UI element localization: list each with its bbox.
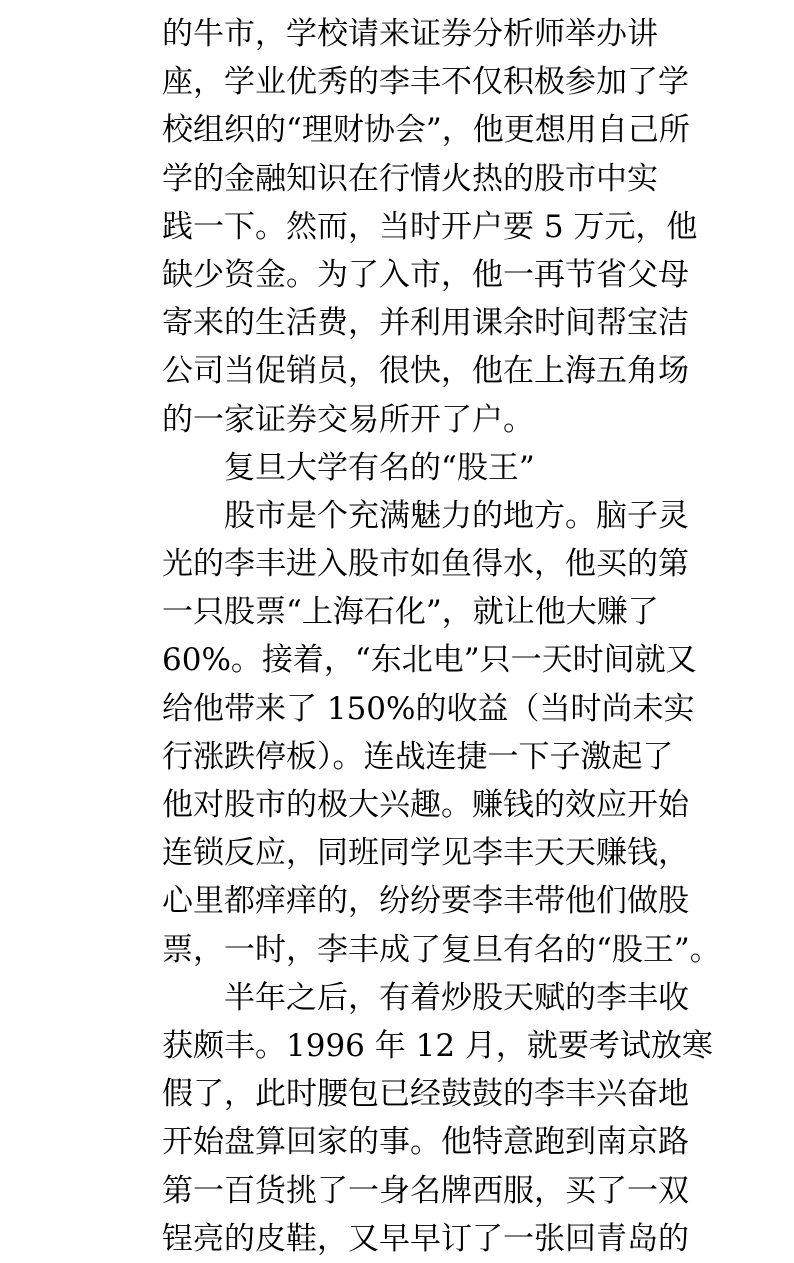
text-line: 寄来的生活费，并利用课余时间帮宝洁: [162, 305, 689, 342]
text-line: 他对股市的极大兴趣。赚钱的效应开始: [162, 787, 689, 823]
text-line: 连锁反应，同班同学见李丰天天赚钱，: [162, 835, 689, 872]
text-line: 票，一时，李丰成了复旦有名的“股王”。: [162, 931, 721, 968]
text-line: 公司当促销员，很快，他在上海五角场: [162, 353, 689, 390]
text-line: 一只股票“上海石化”，就让他大赚了: [162, 594, 659, 631]
body-text: [162, 10, 721, 1263]
text-line: 给他带来了 150%的收益（当时尚未实: [162, 690, 695, 727]
text-line: 的一家证券交易所开了户。: [162, 401, 534, 438]
text-line: 校组织的“理财协会”，他更想用自己所: [162, 112, 690, 149]
text-line: 座，学业优秀的李丰不仅积极参加了学: [162, 64, 689, 101]
text-line: 假了，此时腰包已经鼓鼓的李丰兴奋地: [162, 1076, 689, 1113]
text-line: 缺少资金。为了入市，他一再节省父母: [162, 256, 689, 293]
paragraph-first-line: 股市是个充满魅力的地方。脑子灵: [224, 497, 689, 534]
text-line: 光的李丰进入股市如鱼得水，他买的第: [162, 546, 689, 583]
text-line: 锃亮的皮鞋，又早早订了一张回青岛的: [162, 1220, 689, 1257]
section-heading: 复旦大学有名的“股王”: [224, 449, 535, 486]
text-line: 行涨跌停板）。连战连捷一下子激起了: [162, 738, 674, 775]
text-line: 践一下。然而，当时开户要 5 万元，他: [162, 208, 698, 245]
text-line: 心里都痒痒的，纷纷要李丰带他们做股: [162, 883, 689, 920]
text-line: 的牛市，学校请来证券分析师举办讲: [162, 16, 658, 52]
text-line: 60%。接着，“东北电”只一天时间就又: [162, 642, 697, 679]
paragraph-first-line: 半年之后，有着炒股天赋的李丰收: [224, 979, 689, 1016]
text-line: 开始盘算回家的事。他特意跑到南京路: [162, 1124, 689, 1161]
text-line: 学的金融知识在行情火热的股市中实: [162, 160, 658, 197]
text-line: 获颇丰。1996 年 12 月，就要考试放寒: [162, 1027, 713, 1064]
text-line: 第一百货挑了一身名牌西服，买了一双: [162, 1172, 689, 1209]
